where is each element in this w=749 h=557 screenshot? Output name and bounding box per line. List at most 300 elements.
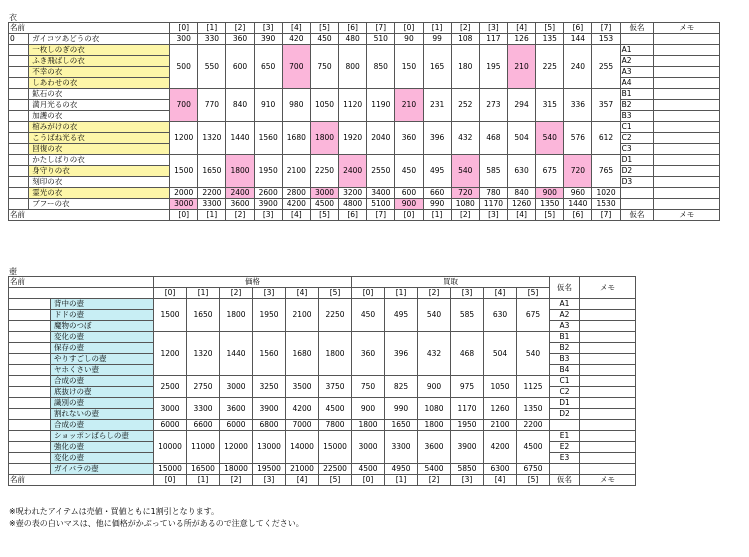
memo-cell	[580, 431, 636, 442]
sell-index-header: [5]	[517, 288, 550, 299]
pot-row	[9, 464, 636, 475]
item-name: ガイコツあどうの衣	[29, 34, 170, 45]
sell-index-header: [3]	[479, 23, 507, 34]
price-index-footer: [2]	[226, 210, 254, 221]
kana-cell: D3	[620, 177, 654, 188]
sell-cell: 765	[592, 155, 620, 188]
tea-row	[9, 122, 720, 133]
item-name: ふき飛ばしの衣	[29, 56, 170, 67]
price-cell: 3000	[310, 188, 338, 199]
sell-cell: 900	[418, 376, 451, 398]
sell-cell: 1950	[451, 420, 484, 431]
memo-cell	[654, 34, 720, 45]
memo-cell	[654, 133, 720, 144]
price-cell: 18000	[220, 464, 253, 475]
memo-cell	[580, 387, 636, 398]
sell-cell: 720	[564, 155, 592, 188]
memo-footer: メモ	[654, 210, 720, 221]
sell-cell: 99	[423, 34, 451, 45]
sell-cell: 1800	[418, 420, 451, 431]
row-index	[9, 365, 51, 376]
price-index-footer: [1]	[198, 210, 226, 221]
row-index	[9, 310, 51, 321]
sell-cell: 630	[484, 299, 517, 332]
kana-header: 仮名	[620, 23, 654, 34]
memo-footer: メモ	[580, 475, 636, 486]
sell-index-header: [0]	[352, 288, 385, 299]
pot-price-header: 価格	[154, 277, 352, 288]
sell-index-footer: [0]	[395, 210, 423, 221]
sell-cell: 495	[423, 155, 451, 188]
price-cell: 360	[226, 34, 254, 45]
sell-cell: 1125	[517, 376, 550, 398]
sell-cell: 750	[352, 376, 385, 398]
price-cell: 10000	[154, 431, 187, 464]
sell-cell: 1170	[451, 398, 484, 420]
price-cell: 2100	[286, 299, 319, 332]
price-cell: 600	[226, 45, 254, 89]
price-index-footer: [4]	[286, 475, 319, 486]
kana-cell: C2	[620, 133, 654, 144]
price-cell: 2400	[226, 188, 254, 199]
price-index-header: [0]	[170, 23, 198, 34]
price-cell: 500	[170, 45, 198, 89]
sell-cell: 165	[423, 45, 451, 89]
memo-cell	[580, 464, 636, 475]
price-cell: 1650	[187, 299, 220, 332]
price-index-header: [2]	[226, 23, 254, 34]
price-cell: 800	[339, 45, 367, 89]
memo-cell	[580, 343, 636, 354]
row-index	[9, 398, 51, 409]
sell-cell: 252	[451, 89, 479, 122]
sell-cell: 315	[536, 89, 564, 122]
sell-cell: 4200	[484, 431, 517, 464]
row-index	[9, 67, 29, 78]
price-cell: 13000	[253, 431, 286, 464]
sell-cell: 450	[352, 299, 385, 332]
row-index	[9, 299, 51, 310]
price-cell: 840	[226, 89, 254, 122]
tea-row	[9, 188, 720, 199]
kana-footer: 仮名	[550, 475, 580, 486]
tea-row	[9, 199, 720, 210]
sell-cell: 210	[395, 89, 423, 122]
blank-cell	[9, 288, 154, 299]
item-name: 底抜けの壺	[51, 387, 154, 398]
price-cell: 1500	[170, 155, 198, 188]
item-name: ドドの壺	[51, 310, 154, 321]
item-name: こうばね光る衣	[29, 133, 170, 144]
tea-row	[9, 45, 720, 56]
price-cell: 1320	[198, 122, 226, 155]
memo-cell	[580, 354, 636, 365]
pot-footer-row	[9, 475, 636, 486]
sell-cell: 540	[418, 299, 451, 332]
item-name: 加護の衣	[29, 111, 170, 122]
sell-cell: 240	[564, 45, 592, 89]
sell-cell: 585	[479, 155, 507, 188]
price-cell: 770	[198, 89, 226, 122]
sell-cell: 468	[479, 122, 507, 155]
sell-cell: 3300	[385, 431, 418, 464]
price-cell: 2200	[198, 188, 226, 199]
price-cell: 1920	[339, 122, 367, 155]
memo-cell	[654, 199, 720, 210]
sell-index-header: [4]	[508, 23, 536, 34]
sell-cell: 360	[352, 332, 385, 376]
sell-cell: 357	[592, 89, 620, 122]
memo-cell	[580, 453, 636, 464]
sell-cell: 90	[395, 34, 423, 45]
price-cell: 2550	[367, 155, 395, 188]
row-index	[9, 155, 29, 166]
sell-index-header: [2]	[451, 23, 479, 34]
row-index	[9, 464, 51, 475]
row-index	[9, 89, 29, 100]
sell-cell: 504	[508, 122, 536, 155]
sell-cell: 231	[423, 89, 451, 122]
tea-price-table	[8, 22, 720, 221]
memo-cell	[654, 45, 720, 56]
price-cell: 3000	[220, 376, 253, 398]
sell-index-footer: [5]	[536, 210, 564, 221]
sell-cell: 117	[479, 34, 507, 45]
price-cell: 1680	[282, 122, 310, 155]
kana-cell: C1	[620, 122, 654, 133]
price-cell: 22500	[319, 464, 352, 475]
sell-index-header: [5]	[536, 23, 564, 34]
price-cell: 1560	[253, 332, 286, 376]
memo-cell	[654, 111, 720, 122]
price-cell: 910	[254, 89, 282, 122]
sell-cell: 396	[423, 122, 451, 155]
sell-index-footer: [1]	[423, 210, 451, 221]
price-cell: 19500	[253, 464, 286, 475]
sell-index-footer: [7]	[592, 210, 620, 221]
pot-index-row	[9, 288, 636, 299]
kana-header: 仮名	[550, 277, 580, 299]
item-name: ブフーの衣	[29, 199, 170, 210]
sell-cell: 990	[385, 398, 418, 420]
item-name: しあわせの衣	[29, 78, 170, 89]
price-cell: 3300	[187, 398, 220, 420]
row-index	[9, 332, 51, 343]
row-index	[9, 409, 51, 420]
sell-index-footer: [4]	[484, 475, 517, 486]
row-index	[9, 166, 29, 177]
kana-cell: B1	[620, 89, 654, 100]
item-name: 身守りの衣	[29, 166, 170, 177]
sell-index-header: [1]	[385, 288, 418, 299]
price-cell: 4500	[319, 398, 352, 420]
kana-cell: E3	[550, 453, 580, 464]
price-index-header: [7]	[367, 23, 395, 34]
pot-row	[9, 332, 636, 343]
item-name: 強化の壺	[51, 442, 154, 453]
row-index	[9, 133, 29, 144]
item-name: 棺みがけの衣	[29, 122, 170, 133]
kana-cell: A2	[550, 310, 580, 321]
price-cell: 750	[310, 45, 338, 89]
price-cell: 420	[282, 34, 310, 45]
price-cell: 5100	[367, 199, 395, 210]
price-cell: 1500	[154, 299, 187, 332]
row-index	[9, 144, 29, 155]
price-cell: 3500	[286, 376, 319, 398]
price-cell: 2040	[367, 122, 395, 155]
sell-cell: 1050	[484, 376, 517, 398]
price-cell: 4800	[339, 199, 367, 210]
pot-row	[9, 398, 636, 409]
sell-cell: 135	[536, 34, 564, 45]
item-name: 不幸の衣	[29, 67, 170, 78]
price-index-header: [4]	[286, 288, 319, 299]
sell-cell: 273	[479, 89, 507, 122]
row-index	[9, 354, 51, 365]
price-cell: 4200	[286, 398, 319, 420]
kana-cell	[550, 420, 580, 431]
sell-cell: 1170	[479, 199, 507, 210]
item-name: 変化の壺	[51, 332, 154, 343]
tea-row	[9, 89, 720, 100]
row-index	[9, 321, 51, 332]
row-index	[9, 431, 51, 442]
kana-cell: D2	[550, 409, 580, 420]
price-cell: 2250	[310, 155, 338, 188]
memo-cell	[654, 122, 720, 133]
sell-cell: 840	[508, 188, 536, 199]
price-cell: 3000	[154, 398, 187, 420]
sell-cell: 660	[423, 188, 451, 199]
price-index-footer: [0]	[154, 475, 187, 486]
item-name: 合成の壺	[51, 420, 154, 431]
sell-cell: 1530	[592, 199, 620, 210]
price-cell: 7000	[286, 420, 319, 431]
sell-index-footer: [6]	[564, 210, 592, 221]
row-index: 0	[9, 34, 29, 45]
memo-cell	[580, 321, 636, 332]
row-index	[9, 387, 51, 398]
item-name: 満月光るの衣	[29, 100, 170, 111]
item-name: かたしばりの衣	[29, 155, 170, 166]
sell-cell: 540	[451, 155, 479, 188]
kana-cell: B3	[550, 354, 580, 365]
price-index-header: [2]	[220, 288, 253, 299]
kana-cell: D1	[620, 155, 654, 166]
sell-index-footer: [3]	[451, 475, 484, 486]
pot-row	[9, 299, 636, 310]
sell-cell: 900	[352, 398, 385, 420]
price-cell: 4200	[282, 199, 310, 210]
tea-header-row	[9, 23, 720, 34]
price-cell: 980	[282, 89, 310, 122]
sell-index-footer: [5]	[517, 475, 550, 486]
price-cell: 1320	[187, 332, 220, 376]
price-index-header: [5]	[310, 23, 338, 34]
sell-cell: 4500	[517, 431, 550, 464]
sell-index-header: [0]	[395, 23, 423, 34]
memo-cell	[654, 89, 720, 100]
price-cell: 3750	[319, 376, 352, 398]
price-cell: 6000	[220, 420, 253, 431]
memo-cell	[580, 376, 636, 387]
memo-cell	[580, 310, 636, 321]
pot-row	[9, 376, 636, 387]
kana-cell	[620, 34, 654, 45]
memo-cell	[654, 78, 720, 89]
pot-row	[9, 420, 636, 431]
price-cell: 3250	[253, 376, 286, 398]
row-index	[9, 376, 51, 387]
sell-index-header: [1]	[423, 23, 451, 34]
sell-cell: 396	[385, 332, 418, 376]
sell-cell: 900	[395, 199, 423, 210]
price-index-footer: [5]	[310, 210, 338, 221]
sell-index-header: [4]	[484, 288, 517, 299]
price-cell: 2500	[154, 376, 187, 398]
price-cell: 330	[198, 34, 226, 45]
price-index-header: [3]	[253, 288, 286, 299]
item-name: 識別の壺	[51, 398, 154, 409]
kana-cell: B4	[550, 365, 580, 376]
sell-cell: 612	[592, 122, 620, 155]
price-cell: 1800	[319, 332, 352, 376]
price-cell: 6600	[187, 420, 220, 431]
kana-cell: B2	[620, 100, 654, 111]
sell-cell: 432	[418, 332, 451, 376]
price-cell: 1440	[226, 122, 254, 155]
item-name: 一枚しのぎの衣	[29, 45, 170, 56]
memo-cell	[654, 177, 720, 188]
sell-cell: 1080	[418, 398, 451, 420]
price-cell: 3000	[170, 199, 198, 210]
price-cell: 650	[254, 45, 282, 89]
sell-cell: 108	[451, 34, 479, 45]
price-cell: 1950	[253, 299, 286, 332]
memo-cell	[580, 420, 636, 431]
kana-cell: A1	[620, 45, 654, 56]
sell-cell: 3600	[418, 431, 451, 464]
item-name: ヤホくさい壺	[51, 365, 154, 376]
sell-cell: 780	[479, 188, 507, 199]
kana-cell: C2	[550, 387, 580, 398]
price-cell: 550	[198, 45, 226, 89]
sell-cell: 210	[508, 45, 536, 89]
sell-cell: 336	[564, 89, 592, 122]
price-index-header: [1]	[198, 23, 226, 34]
tea-name-footer: 名前	[9, 210, 170, 221]
sell-cell: 975	[451, 376, 484, 398]
kana-cell: E2	[550, 442, 580, 453]
sell-cell: 675	[517, 299, 550, 332]
row-index	[9, 45, 29, 56]
row-index	[9, 442, 51, 453]
price-cell: 3600	[220, 398, 253, 420]
row-index	[9, 111, 29, 122]
pot-name-footer: 名前	[9, 475, 154, 486]
sell-index-footer: [3]	[479, 210, 507, 221]
price-cell: 15000	[154, 464, 187, 475]
sell-cell: 153	[592, 34, 620, 45]
sell-cell: 495	[385, 299, 418, 332]
pot-name-header: 名前	[9, 277, 154, 288]
item-name: 回復の衣	[29, 144, 170, 155]
kana-cell: B1	[550, 332, 580, 343]
kana-cell	[620, 199, 654, 210]
kana-cell: D2	[620, 166, 654, 177]
price-cell: 1050	[310, 89, 338, 122]
sell-cell: 576	[564, 122, 592, 155]
item-name: 鉱石の衣	[29, 89, 170, 100]
tea-row	[9, 34, 720, 45]
memo-cell	[654, 144, 720, 155]
price-index-header: [0]	[154, 288, 187, 299]
price-index-footer: [1]	[187, 475, 220, 486]
row-index	[9, 199, 29, 210]
price-cell: 2750	[187, 376, 220, 398]
memo-cell	[654, 155, 720, 166]
price-cell: 700	[170, 89, 198, 122]
kana-cell: A3	[620, 67, 654, 78]
price-cell: 2100	[282, 155, 310, 188]
item-name: 変化の壺	[51, 453, 154, 464]
sell-cell: 1440	[564, 199, 592, 210]
memo-cell	[580, 409, 636, 420]
price-index-footer: [6]	[339, 210, 367, 221]
sell-cell: 2100	[484, 420, 517, 431]
price-cell: 7800	[319, 420, 352, 431]
sell-cell: 540	[536, 122, 564, 155]
sell-cell: 1260	[508, 199, 536, 210]
sell-cell: 432	[451, 122, 479, 155]
pot-price-table	[8, 276, 636, 486]
price-cell: 4500	[310, 199, 338, 210]
price-cell: 1120	[339, 89, 367, 122]
price-cell: 2400	[339, 155, 367, 188]
price-cell: 15000	[319, 431, 352, 464]
price-index-footer: [5]	[319, 475, 352, 486]
sell-cell: 1800	[352, 420, 385, 431]
section-title-pot: 壺	[9, 267, 17, 276]
item-name: ショッポンばらしの壺	[51, 431, 154, 442]
kana-cell: C1	[550, 376, 580, 387]
sell-cell: 1350	[517, 398, 550, 420]
price-cell: 3900	[253, 398, 286, 420]
sell-index-footer: [1]	[385, 475, 418, 486]
price-cell: 2250	[319, 299, 352, 332]
sell-cell: 585	[451, 299, 484, 332]
price-cell: 390	[254, 34, 282, 45]
price-cell: 1800	[220, 299, 253, 332]
price-cell: 510	[367, 34, 395, 45]
pot-sell-header: 買取	[352, 277, 550, 288]
price-cell: 2000	[170, 188, 198, 199]
sell-cell: 144	[564, 34, 592, 45]
sell-index-header: [3]	[451, 288, 484, 299]
price-cell: 6000	[154, 420, 187, 431]
price-cell: 3200	[339, 188, 367, 199]
price-cell: 14000	[286, 431, 319, 464]
item-name: 霊光の衣	[29, 188, 170, 199]
memo-cell	[580, 332, 636, 343]
sell-cell: 255	[592, 45, 620, 89]
row-index	[9, 100, 29, 111]
price-index-footer: [3]	[254, 210, 282, 221]
price-index-header: [4]	[282, 23, 310, 34]
price-cell: 2600	[254, 188, 282, 199]
sell-cell: 1020	[592, 188, 620, 199]
